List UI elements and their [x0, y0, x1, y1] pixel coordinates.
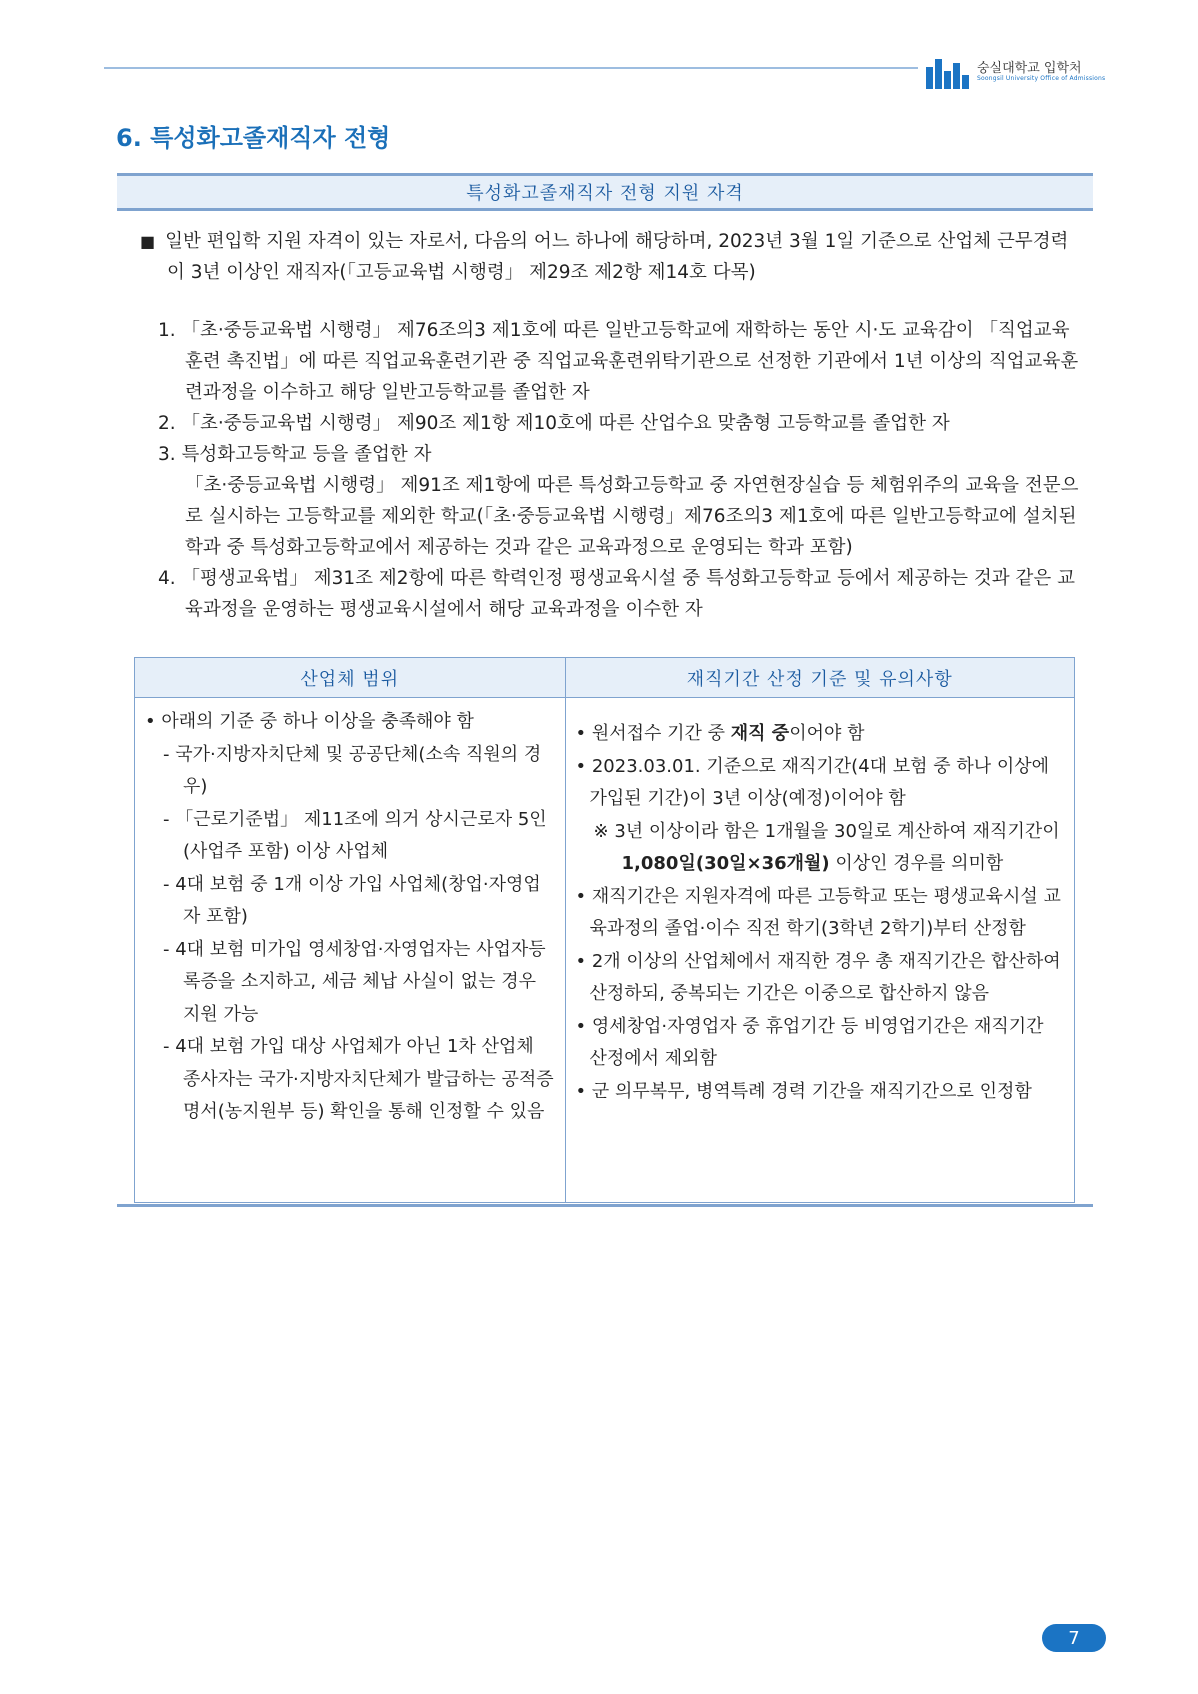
intro-text: 일반 편입학 지원 자격이 있는 자로서, 다음의 어느 하나에 해당하며, 2023년 3월 1일 기준으로 산업체 근무경력이 3년 이상인 재직자(「고등교육법 시행령」 제29조 제2항 제14호 다목) [165, 231, 1069, 283]
criteria-table [134, 657, 1075, 1203]
list-item: - 「근로기준법」 제11조에 의거 상시근로자 5인(사업주 포함) 이상 사업체 [163, 808, 547, 862]
list-item: • 2023.03.01. 기준으로 재직기간(4대 보험 중 하나 이상에 가입된 기간)이 3년 이상(예정)이어야 함 [575, 755, 1050, 809]
logo-title: 숭실대학교 입학처 [977, 60, 1082, 76]
bottom-rule [117, 1204, 1093, 1207]
list-item: - 국가·지방자치단체 및 공공단체(소속 직원의 경우) [163, 743, 542, 797]
text-span: 이상인 경우를 의미함 [829, 853, 1004, 874]
list-item: - 4대 보험 가입 대상 사업체가 아닌 1차 산업체 종사자는 국가·지방자치단체가 발급하는 공적증명서(농지원부 등) 확인을 통해 인정할 수 있음 [163, 1036, 554, 1122]
column-header-industry-scope: 산업체 범위 [135, 658, 566, 698]
text-span: 이어야 함 [789, 723, 865, 744]
list-item [576, 718, 1064, 751]
text-span: ※ 3년 이상이라 함은 1개월을 30일로 계산하여 재직기간이 [593, 820, 1060, 842]
header-rule [104, 67, 1026, 69]
eligibility-band-title: 특성화고졸재직자 전형 지원 자격 [117, 173, 1093, 211]
list-item: 2. 「초·중등교육법 시행령」 제90조 제1항 제10호에 따른 산업수요 맞춤형 고등학교를 졸업한 자 [158, 413, 950, 434]
list-item: • 아래의 기준 중 하나 이상을 충족해야 함 [145, 711, 474, 732]
list-item: • 영세창업·자영업자 중 휴업기간 등 비영업기간은 재직기간 산정에서 제외함 [575, 1015, 1044, 1069]
list-item: • 2개 이상의 산업체에서 재직한 경우 총 재직기간은 합산하여 산정하되, 중복되는 기간은 이중으로 합산하지 않음 [575, 950, 1061, 1004]
emphasis-text: 1,080일(30일×36개월) [621, 853, 830, 874]
list-item: • 재직기간은 지원자격에 따른 고등학교 또는 평생교육시설 교육과정의 졸업·이수 직전 학기(3학년 2학기)부터 산정함 [575, 885, 1061, 939]
list-item: • 군 의무복무, 병역특례 경력 기간을 재직기간으로 인정함 [575, 1080, 1032, 1102]
list-item: - 4대 보험 미가입 영세창업·자영업자는 사업자등록증을 소지하고, 세금 체납 사실이 없는 경우 지원 가능 [163, 938, 546, 1025]
note-item [576, 816, 1064, 881]
column-header-employment-criteria: 재직기간 산정 기준 및 유의사항 [565, 658, 1074, 698]
table-row [135, 698, 1075, 1203]
industry-scope-cell [135, 698, 566, 1203]
intro-paragraph [140, 226, 1080, 288]
page-number: 7 [1042, 1624, 1106, 1652]
university-logo [918, 52, 1126, 92]
section-title: 6. 특성화고졸재직자 전형 [116, 124, 391, 152]
list-item: 1. 「초·중등교육법 시행령」 제76조의3 제1호에 따른 일반고등학교에 재학하는 동안 시·도 교육감이 「직업교육훈련 촉진법」에 따른 직업교육훈련기관 중 직업교육훈련위탁기관으로 선정한 기관에서 1년 이상의 직업교육훈련과정을 이수하고 해당 일반고등학교를 졸업한 자 [158, 320, 1079, 403]
logo-mark-icon [926, 55, 971, 89]
employment-criteria-cell [565, 698, 1074, 1203]
eligibility-list [158, 315, 1083, 625]
emphasis-text: 재직 중 [730, 723, 790, 744]
list-item: 3. 특성화고등학교 등을 졸업한 자 [158, 444, 432, 465]
logo-subtitle: Soongsil University Office of Admissions [977, 74, 1106, 82]
list-item: - 4대 보험 중 1개 이상 가입 사업체(창업·자영업자 포함) [163, 873, 541, 927]
list-item: 4. 「평생교육법」 제31조 제2항에 따른 학력인정 평생교육시설 중 특성화고등학교 등에서 제공하는 것과 같은 교육과정을 운영하는 평생교육시설에서 해당 교육과정을 이수한 자 [158, 568, 1075, 620]
square-bullet-icon: ■ [140, 232, 156, 251]
list-item-detail: 「초·중등교육법 시행령」 제91조 제1항에 따른 특성화고등학교 중 자연현장실습 등 체험위주의 교육을 전문으로 실시하는 고등학교를 제외한 학교(「초·중등교육법 시행령」제76조의3 제1호에 따른 일반고등학교에 설치된 학과 중 특성화고등학교에서 제공하는 것과 같은 교육과정으로 운영되는 학과 포함) [185, 475, 1079, 558]
text-span: • 원서접수 기간 중 [575, 723, 731, 744]
